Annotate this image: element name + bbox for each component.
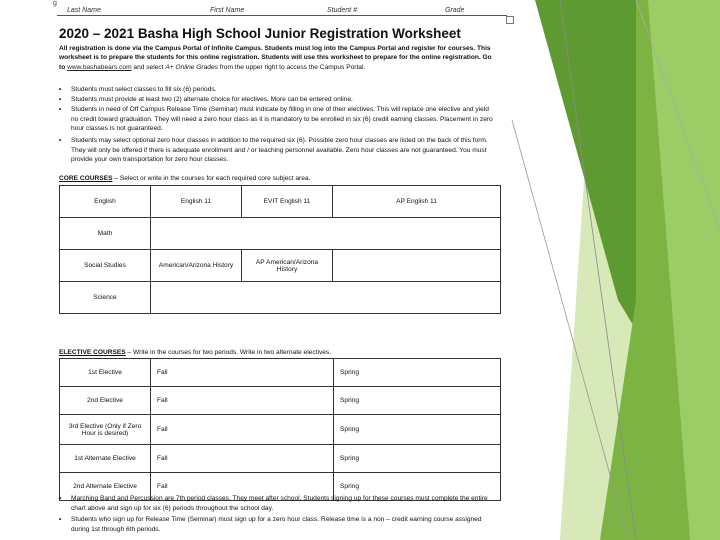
footer-bullet-text: Marching Band and Percussion are 7th period classes. They meet after school. Students signing up for these courses must complete the entire chart above and sign up for six (6) periods throughout the school day. [71,495,488,512]
worksheet-page [53,0,507,540]
table-row [60,415,501,445]
first-name-label: First Name [210,7,245,14]
list-item: • Students must select classes to fill six (6) periods. [59,85,499,95]
spring-cell[interactable]: Spring [334,445,501,473]
course-option[interactable]: American/Arizona History [151,250,242,282]
student-number-label: Student # [327,7,357,14]
elective-label: 1st Elective [60,359,151,387]
course-option[interactable]: English 11 [151,186,242,218]
elective-label: 2nd Alternate Elective [60,473,151,501]
science-write-in-cell[interactable] [151,282,501,314]
intro-text-2: and select [131,63,166,71]
list-item: • Students who sign up for Release Time (Seminar) must sign up for a zero hour class. Release time is a non – credit earning course assigned during 1st through 6th periods. [59,515,499,535]
core-heading-bold: CORE COURSES [59,175,113,182]
intro-paragraph [59,44,499,72]
student-header [65,4,507,15]
core-courses-table [59,185,501,314]
elective-label: 1st Alternate Elective [60,445,151,473]
core-heading-text: – Select or write in the courses for each required core subject area. [112,175,311,182]
list-item: • Students in need of Off Campus Release Time (Seminar) must indicate by filling in one of their electives. This will replace one elective and yield no credit toward graduation. They will need a zero hour class as it is mandatory to be enrolled in six (6) credit earning classes. Placement in zero hour classes is not guaranteed. [59,105,499,135]
fall-cell[interactable]: Fall [151,445,334,473]
fall-cell[interactable]: Fall [151,387,334,415]
corner-mark: g [53,0,57,7]
table-row [60,387,501,415]
grade-label: Grade [445,7,465,14]
table-row [60,445,501,473]
last-name-label: Last Name [67,7,101,14]
intro-text: All registration is done via the Campus Portal of Infinite Campus. Students must log into the Campus Portal and register for courses. This worksheet is to prepare the students for this online registration. Students will use this worksheet to prepare for the online registration. Go to [59,45,492,71]
spring-cell[interactable]: Spring [334,415,501,445]
table-row [60,250,501,282]
bullet-text: Students must select classes to fill six (6) periods. [71,86,217,93]
table-row [60,218,501,250]
fall-cell[interactable]: Fall [151,473,334,501]
course-option[interactable]: AP English 11 [333,186,501,218]
spring-cell[interactable]: Spring [334,473,501,501]
bullet-text: Students may select optional zero hour classes in addition to the required six (6). Possible zero hour classes are listed on the back of this form. They will only be offered if there is adequate enrollment and / or teaching personnel available. Zero hour classes are not guaranteed. You must provide your own transportation for zero hour classes. [71,137,488,164]
table-row [60,186,501,218]
course-option[interactable]: EVIT English 11 [242,186,333,218]
elective-heading [59,348,499,357]
math-write-in-cell[interactable] [151,218,501,250]
elective-label: 3rd Elective (Only if Zero Hour is desired) [60,415,151,445]
elective-heading-bold: ELECTIVE COURSES [59,349,126,356]
core-label-math: Math [60,218,151,250]
core-label-social-studies: Social Studies [60,250,151,282]
intro-text-3: from the upper right to access the Campus Portal. [217,63,366,71]
table-row [60,282,501,314]
core-label-english: English [60,186,151,218]
elective-heading-text: – Write in the courses for two periods. Write in two alternate electives. [125,349,332,356]
course-option[interactable]: AP American/Arizona History [242,250,333,282]
core-label-science: Science [60,282,151,314]
selection-handle[interactable] [506,16,514,24]
table-row [60,359,501,387]
page-title: 2020 – 2021 Basha High School Junior Registration Worksheet [59,26,461,41]
bullet-text: Students must provide at least two (2) alternate choice for electives. More can be entered online. [71,96,353,103]
fall-cell[interactable]: Fall [151,359,334,387]
bullet-text: Students in need of Off Campus Release Time (Seminar) must indicate by filling in one of their electives. This will replace one elective and yield no credit toward graduation. They will need a zero hour class as it is mandatory to be enrolled in six (6) credit earning classes. Placement in zero hour classes is not guaranteed. [71,106,493,133]
spring-cell[interactable]: Spring [334,387,501,415]
spring-cell[interactable]: Spring [334,359,501,387]
list-item: • Marching Band and Percussion are 7th period classes. They meet after school. Students signing up for these courses must complete the entire chart above and sign up for six (6) periods throughout the school day. [59,494,499,514]
website-link[interactable]: www.bashabears.com [67,63,132,71]
fall-cell[interactable]: Fall [151,415,334,445]
elective-label: 2nd Elective [60,387,151,415]
footer-bullet-text: Students who sign up for Release Time (Seminar) must sign up for a zero hour class. Release time is a non – credit earning course assigned during 1st through 6th periods. [71,516,482,533]
header-rule [57,15,507,16]
list-item: • Students must provide at least two (2) alternate choice for electives. More can be entered online. [59,95,499,105]
core-heading [59,174,499,183]
elective-courses-table [59,358,501,501]
course-option[interactable] [333,250,501,282]
list-item: • Students may select optional zero hour classes in addition to the required six (6). Possible zero hour classes are listed on the back of this form. They will only be offered if there is adequate enrollment and / or teaching personnel available. Zero hour classes are not guaranteed. You must provide your own transportation for zero hour classes. [59,136,499,166]
intro-emphasis: A+ Online Grades [165,63,218,71]
